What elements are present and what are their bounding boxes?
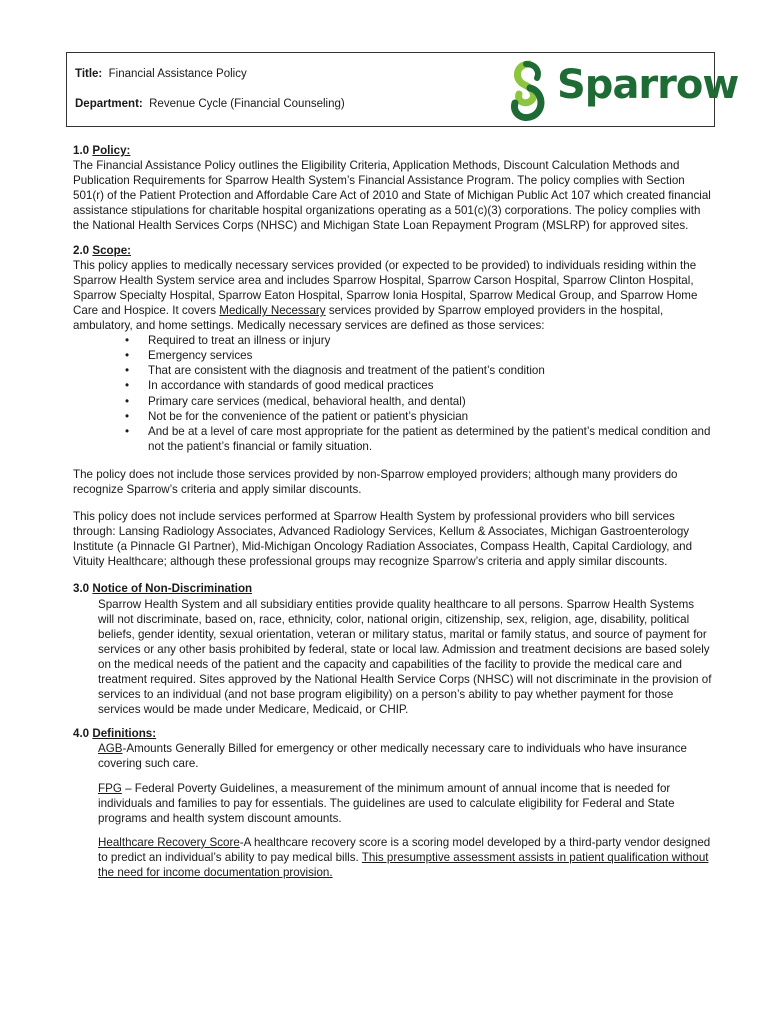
document-body xyxy=(73,143,713,880)
definition-agb xyxy=(73,741,713,771)
agb-text: -Amounts Generally Billed for emergency or other medically necessary care to individuals who have insurance covering such care. xyxy=(98,742,687,771)
scope-heading-number: 2.0 xyxy=(73,243,90,257)
scope-heading-text: Scope: xyxy=(92,243,132,257)
list-item: • In accordance with standards of good medical practices xyxy=(125,378,713,393)
notice-heading-number: 3.0 xyxy=(73,582,90,596)
policy-heading-number: 1.0 xyxy=(73,144,90,157)
policy-header xyxy=(66,52,739,127)
fpg-term: FPG xyxy=(98,781,122,795)
agb-term: AGB xyxy=(98,742,123,756)
list-item: • And be at a level of care most appropriate for the patient as determined by the patient’s medical condition and not the patient’s financial or family situation. xyxy=(125,424,713,454)
fpg-text: – Federal Poverty Guidelines, a measurement of the minimum amount of annual income that is needed for individuals and families to pay for essentials. The guidelines are used to calculate eligibility for Federal and State programs and health system discount amounts. xyxy=(98,781,675,825)
policy-heading-text: Policy: xyxy=(92,144,131,157)
definition-healthcare-recovery-score xyxy=(73,835,713,880)
sparrow-logo xyxy=(503,58,739,122)
list-item: • Emergency services xyxy=(125,348,713,363)
list-item: • Required to treat an illness or injury xyxy=(125,333,713,348)
list-item: • That are consistent with the diagnosis and treatment of the patient’s condition xyxy=(125,363,713,378)
policy-text: The Financial Assistance Policy outlines the Eligibility Criteria, Application Methods, Discount Calculation Methods and Publication Requirements for Sparrow Health System’s Financial Assistance Program. The policy complies with Section 501(r) of the Patient Protection and Affordable Care Act of 2010 and State of Michigan Public Act 107 which created financial assistance stipulations for charitable hospital organizations operating as a 501(c)(3) corporations. The policy complies with the National Health Services Corps (NHSC) and Michigan State Loan Repayment Program (MSLRP) for approved sites. xyxy=(73,159,711,233)
title-label: Title: xyxy=(75,68,103,80)
definition-fpg xyxy=(73,781,713,826)
logo-wordmark: Sparrow xyxy=(557,62,739,108)
hrs-text: -A healthcare recovery score is a scoring model developed by a third-party vendor designed to predict an individual’s ability to pay medical bills. xyxy=(98,835,711,864)
scope-professional-providers-paragraph: This policy does not include services performed at Sparrow Health System by professional providers who bill services through: Lansing Radiology Associates, Advanced Radiology Services, Kellum & Associates, Michigan Gastroenterology Institute (a Pinnacle GI Partner), Mid-Michigan Oncology Radiation Associates, Compass Health, Capital Cardiology, and Vituity Healthcare; although these professional groups may recognize Sparrow’s criteria and apply similar discounts. xyxy=(73,510,693,569)
sparrow-logo-icon xyxy=(503,58,553,124)
scope-text xyxy=(73,258,713,333)
department-value: Revenue Cycle (Financial Counseling) xyxy=(149,98,345,110)
policy-heading xyxy=(73,143,713,158)
title-line xyxy=(75,68,247,80)
notice-text: Sparrow Health System and all subsidiary entities provide quality healthcare to all persons. Sparrow Health Systems will not discriminate, based on, race, ethnicity, color, national origin, citizenship, sex, religion, age, disability, political beliefs, gender identity, sexual orientation, veteran or military status, marital or family status, and source of payment for services or any other basis prohibited by federal, state or local law. Admission and treatment decisions are based solely on the medical needs of the patient and the capacity and capabilities of the facility to provide the medical care and treatment required. Sites approved by the National Health Service Corps (NHSC) will not discriminate in the provision of services to an individual (and not base program eligibility) on a person’s ability to pay whether payment for those services would be made under Medicare, Medicaid, or CHIP. xyxy=(98,597,712,717)
department-label: Department: xyxy=(75,98,143,110)
title-value: Financial Assistance Policy xyxy=(108,68,247,80)
scope-text-part-a: This policy applies to medically necessary services provided (or expected to be provided) to individuals residing within the Sparrow Health System service area and includes Sparrow Hospital, Sparrow Carson Hospital, Sparrow Clinton Hospital, Sparrow Specialty Hospital, Sparrow Eaton Hospital, Sparrow Ionia Hospital, Sparrow Medical Group, and Sparrow Home Care and Hospice. It covers xyxy=(73,258,698,317)
list-item: • Not be for the convenience of the patient or patient’s physician xyxy=(125,409,713,424)
medically-necessary-list xyxy=(73,333,713,454)
scope-text-part-b: services provided by Sparrow employed providers in the hospital, ambulatory, and home settings. Medically necessary services are defined as those services: xyxy=(73,303,664,333)
definitions-heading xyxy=(73,726,713,741)
medically-necessary-term: Medically Necessary xyxy=(219,303,326,317)
list-item: • Primary care services (medical, behavioral health, and dental) xyxy=(125,394,713,409)
scope-exclusion-paragraph: The policy does not include those services provided by non-Sparrow employed providers; although many providers do recognize Sparrow’s criteria and apply similar discounts. xyxy=(73,467,678,496)
notice-heading-text: Notice of Non-Discrimination xyxy=(92,582,253,596)
scope-heading xyxy=(73,243,713,258)
definitions-heading-text: Definitions: xyxy=(92,727,157,741)
hrs-underlined-text: This presumptive assessment assists in patient qualification without the need for income documentation provision. xyxy=(98,850,709,880)
notice-heading xyxy=(73,581,713,596)
hrs-term: Healthcare Recovery Score xyxy=(98,835,240,849)
department-line xyxy=(75,98,345,110)
definitions-heading-number: 4.0 xyxy=(73,727,90,741)
